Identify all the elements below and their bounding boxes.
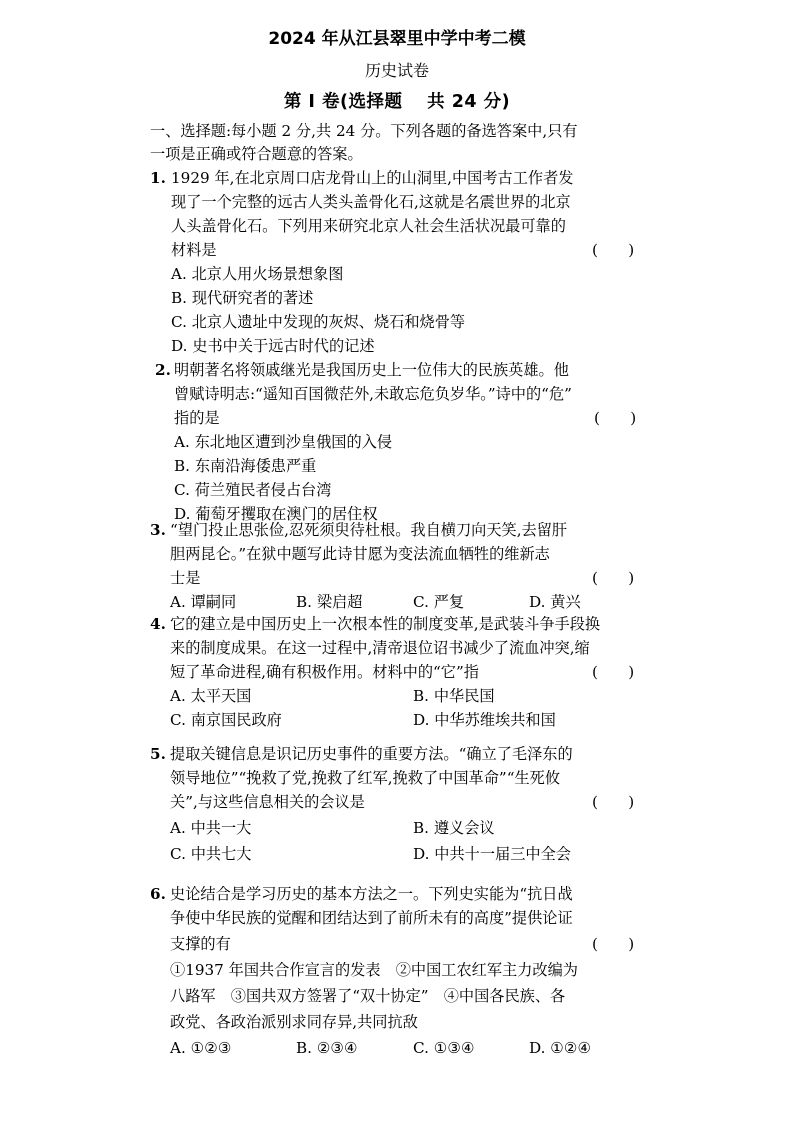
question-1-line: 1929 年,在北京周口店龙骨山上的山洞里,中国考古工作者发: [171, 169, 574, 187]
question-2-line: 明朝著名将领戚继光是我国历史上一位伟大的民族英雄。他: [174, 361, 569, 379]
option-2a: A. 东北地区遭到沙皇俄国的入侵: [174, 433, 393, 451]
option-5b: B. 遵义会议: [413, 819, 495, 837]
question-1-line: 人头盖骨化石。下列用来研究北京人社会生活状况最可靠的: [171, 217, 566, 235]
option-5c: C. 中共七大: [170, 845, 252, 863]
option-3a: A. 谭嗣同: [170, 593, 237, 611]
option-1b: B. 现代研究者的著述: [171, 289, 314, 307]
option-6b: B. ②③④: [296, 1039, 358, 1057]
exam-part-heading: 第 I 卷(选择题 共 24 分): [283, 92, 511, 112]
option-3b: B. 梁启超: [296, 593, 363, 611]
answer-bracket: ( ): [592, 569, 635, 587]
option-3d: D. 黄兴: [529, 593, 581, 611]
question-1-line: 现了一个完整的远古人类头盖骨化石,这就是名震世界的北京: [171, 193, 571, 211]
question-2-number: 2.: [155, 361, 171, 379]
question-5-line: 领导地位”“挽救了党,挽救了红军,挽救了中国革命”“生死攸: [170, 769, 561, 787]
question-5-number: 5.: [150, 745, 166, 763]
question-6-line: 争使中华民族的觉醒和团结达到了前所未有的高度”提供论证: [170, 909, 573, 927]
question-3-line: 士是: [170, 569, 201, 587]
question-5-line: 提取关键信息是识记历史事件的重要方法。“确立了毛泽东的: [170, 745, 573, 763]
option-4b: B. 中华民国: [413, 687, 495, 705]
question-6-number: 6.: [150, 885, 166, 903]
answer-bracket: ( ): [594, 409, 637, 427]
option-6a: A. ①②③: [170, 1039, 232, 1057]
question-4-line: 短了革命进程,确有积极作用。材料中的“它”指: [170, 663, 479, 681]
option-2c: C. 荷兰殖民者侵占台湾: [174, 481, 332, 499]
question-4-number: 4.: [150, 615, 166, 633]
exam-title: 2024 年从江县翠里中学中考二模: [268, 29, 526, 49]
question-3-line: “望门投止思张俭,忍死须臾待杜根。我自横刀向天笑,去留肝: [170, 521, 568, 539]
option-4c: C. 南京国民政府: [170, 711, 282, 729]
question-6-line: 支撑的有: [170, 935, 231, 953]
option-5a: A. 中共一大: [170, 819, 252, 837]
question-4-line: 来的制度成果。在这一过程中,清帝退位诏书减少了流血冲突,缩: [170, 639, 590, 657]
question-6-line: 史论结合是学习历史的基本方法之一。下列史实能为“抗日战: [170, 885, 573, 903]
question-6-line: ①1937 年国共合作宣言的发表 ②中国工农红军主力改编为: [170, 961, 578, 979]
option-3c: C. 严复: [413, 593, 465, 611]
answer-bracket: ( ): [592, 663, 635, 681]
answer-bracket: ( ): [592, 793, 635, 811]
question-6-line: 八路军 ③国共双方签署了“双十协定” ④中国各民族、各: [170, 987, 566, 1005]
question-2-line: 指的是: [174, 409, 220, 427]
option-2b: B. 东南沿海倭患严重: [174, 457, 317, 475]
option-2d: D. 葡萄牙攫取在澳门的居住权: [174, 505, 378, 523]
answer-bracket: ( ): [592, 935, 635, 953]
exam-subject: 历史试卷: [364, 61, 429, 80]
option-6d: D. ①②④: [529, 1039, 592, 1057]
question-3-line: 胆两昆仑。”在狱中题写此诗甘愿为变法流血牺牲的维新志: [170, 545, 550, 563]
question-2-line: 曾赋诗明志:“遥知百国微茫外,未敢忘危负岁华。”诗中的“危”: [174, 385, 572, 403]
question-4-line: 它的建立是中国历史上一次根本性的制度变革,是武装斗争手段换: [170, 615, 601, 633]
option-4a: A. 太平天国: [170, 687, 252, 705]
question-6-line: 政党、各政治派别求同存异,共同抗敌: [170, 1013, 418, 1031]
answer-bracket: ( ): [592, 241, 635, 259]
option-1d: D. 史书中关于远古时代的记述: [171, 337, 375, 355]
option-1c: C. 北京人遗址中发现的灰烬、烧石和烧骨等: [171, 313, 466, 331]
option-5d: D. 中共十一届三中全会: [413, 845, 571, 863]
question-5-line: 关”,与这些信息相关的会议是: [170, 793, 365, 811]
question-1-line: 材料是: [171, 241, 217, 259]
option-4d: D. 中华苏维埃共和国: [413, 711, 556, 729]
instructions-line-1: 一、选择题:每小题 2 分,共 24 分。下列各题的备选答案中,只有: [150, 122, 578, 140]
option-6c: C. ①③④: [413, 1039, 475, 1057]
question-3-number: 3.: [150, 521, 166, 539]
question-1-number: 1.: [150, 169, 166, 187]
option-1a: A. 北京人用火场景想象图: [171, 265, 344, 283]
instructions-line-2: 一项是正确或符合题意的答案。: [150, 145, 363, 163]
